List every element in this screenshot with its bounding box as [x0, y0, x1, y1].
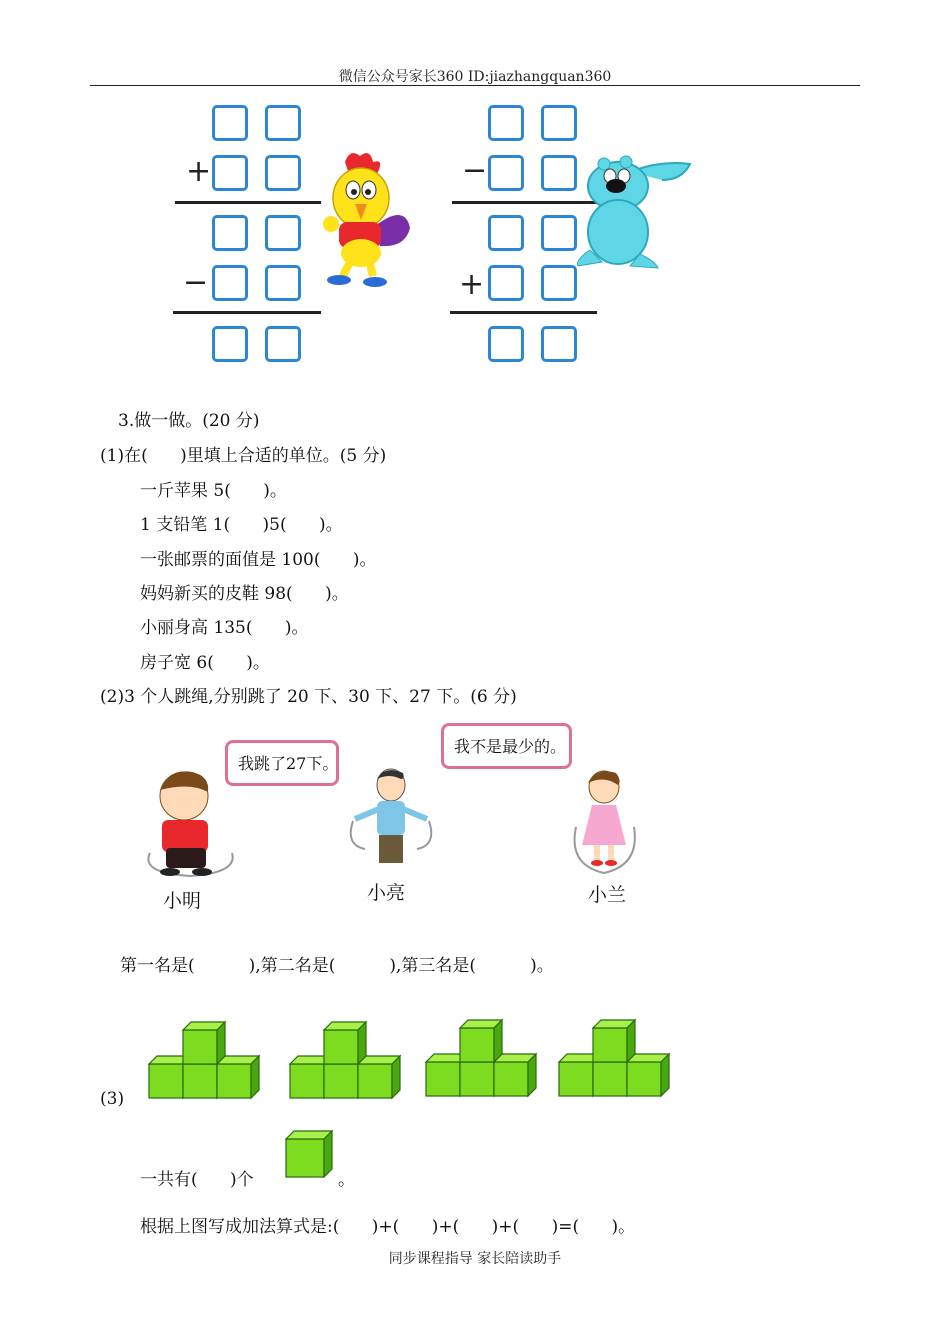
question-1-prompt: (1)在( )里填上合适的单位。(5 分) [100, 446, 387, 466]
plus-sign: + [459, 267, 485, 302]
digit-box[interactable] [541, 105, 577, 141]
boy-xiaoliang-illustration [345, 765, 437, 870]
unit-item: 小丽身高 135( )。 [140, 618, 309, 638]
digit-box[interactable] [488, 326, 524, 362]
digit-box[interactable] [265, 105, 301, 141]
digit-box[interactable] [488, 215, 524, 251]
dog-illustration [570, 150, 700, 272]
digit-box[interactable] [541, 326, 577, 362]
single-cube-icon [285, 1130, 335, 1178]
digit-box[interactable] [212, 215, 248, 251]
page-header: 微信公众号家长360 ID:jiazhangquan360 [338, 69, 612, 85]
cube-figure-2 [290, 1022, 400, 1098]
cube-figure-1 [149, 1022, 259, 1098]
sum-line [173, 311, 321, 314]
name-xiaoming: 小明 [163, 890, 202, 912]
cube-figure-4 [559, 1020, 669, 1096]
digit-box[interactable] [488, 265, 524, 301]
unit-item: 一张邮票的面值是 100( )。 [140, 550, 377, 570]
digit-box[interactable] [265, 155, 301, 191]
minus-sign: − [183, 265, 209, 300]
page-footer: 同步课程指导 家长陪读助手 [388, 1251, 562, 1267]
name-xiaoliang: 小亮 [367, 882, 406, 904]
question-2-prompt: (2)3 个人跳绳,分别跳了 20 下、30 下、27 下。(6 分) [100, 687, 517, 707]
speech-bubble-xiaolan: 我不是最少的。 [441, 723, 572, 769]
unit-item: 妈妈新买的皮鞋 98( )。 [140, 584, 349, 604]
chick-illustration [305, 148, 415, 290]
header-rule [90, 85, 860, 86]
cube-figures [140, 1012, 680, 1102]
cube-count-suffix: 。 [338, 1170, 355, 1190]
digit-box[interactable] [212, 155, 248, 191]
name-xiaolan: 小兰 [588, 884, 627, 906]
cube-count-prompt: 一共有( )个 [140, 1170, 254, 1190]
sum-line [450, 311, 597, 314]
digit-box[interactable] [265, 326, 301, 362]
addition-equation-prompt: 根据上图写成加法算式是:( )+( )+( )+( )=( )。 [140, 1217, 636, 1237]
ranking-answer-line: 第一名是( ),第二名是( ),第三名是( )。 [120, 956, 554, 976]
minus-sign: − [462, 153, 488, 188]
girl-xiaolan-illustration [570, 765, 640, 877]
section-title: 3.做一做。(20 分) [118, 411, 260, 431]
digit-box[interactable] [212, 326, 248, 362]
plus-sign: + [186, 154, 212, 189]
unit-item: 1 支铅笔 1( )5( )。 [140, 515, 343, 535]
digit-box[interactable] [488, 155, 524, 191]
unit-item: 一斤苹果 5( )。 [140, 481, 287, 501]
digit-box[interactable] [265, 265, 301, 301]
digit-box[interactable] [212, 265, 248, 301]
boy-xiaoming-illustration [140, 768, 240, 878]
unit-item: 房子宽 6( )。 [140, 653, 270, 673]
digit-box[interactable] [265, 215, 301, 251]
question-3-label: (3) [100, 1089, 125, 1109]
sum-line [175, 201, 321, 204]
cube-figure-3 [426, 1020, 536, 1096]
digit-box[interactable] [488, 105, 524, 141]
speech-bubble-xiaoming: 我跳了27下。 [225, 740, 339, 786]
digit-box[interactable] [212, 105, 248, 141]
